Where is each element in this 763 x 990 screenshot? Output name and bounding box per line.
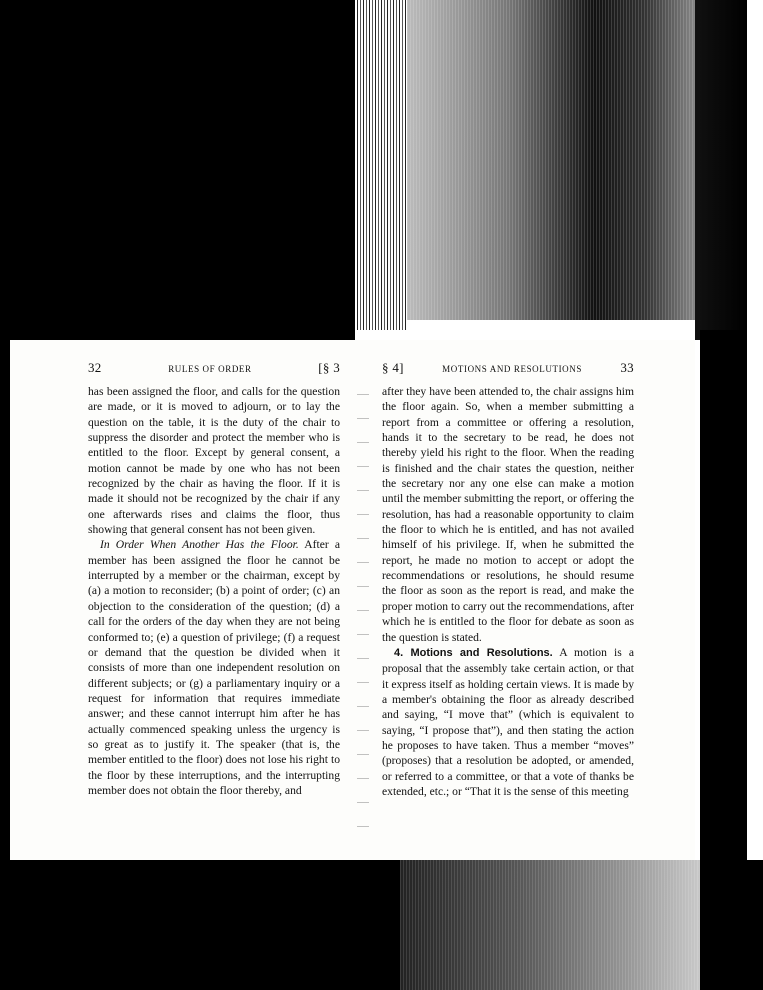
page-number: 33 — [620, 360, 634, 375]
paragraph — [88, 537, 340, 798]
paragraph-body: A motion is a proposal that the assembly take certain action, or that it express itself as holding certain views. It is made by a member's obtaining the floor as already described and saying, “I move that” (which is equivalent to saying, “I propose that”), and then stating the action he proposes to have taken. Thus a member “moves” (proposes) that a resolution be adopted, or amended, or referred to a committee, or that a vote of thanks be extended, etc.; or “That it is the sense of this meeting — [382, 645, 635, 798]
scan-shadow-bottom — [400, 860, 730, 990]
page-number: 32 — [88, 360, 102, 375]
running-title: RULES OF ORDER — [168, 364, 252, 374]
paragraph-heading: In Order When Another Has the Floor. — [100, 538, 299, 552]
paragraph — [382, 645, 634, 799]
running-head-right — [382, 360, 634, 382]
section-mark: [§ 3 — [318, 360, 340, 375]
body-text — [382, 384, 634, 799]
running-head-left — [88, 360, 340, 382]
section-mark: § 4] — [382, 360, 404, 375]
book-spread — [10, 340, 695, 860]
scan-edge-strip — [355, 0, 407, 330]
scan-edge-left — [0, 340, 10, 860]
left-page — [88, 360, 340, 798]
section-heading: 4. Motions and Resolutions. — [394, 646, 553, 659]
scan-background-right-lower — [700, 330, 747, 990]
right-page — [382, 360, 634, 799]
scan-background-left — [0, 0, 355, 340]
book-gutter — [357, 380, 369, 850]
paragraph-body: After a member has been assigned the floor he cannot be interrupted by a member or the chairman, except by (a) a motion to reconsider; (b) a point of order; (c) an objection to the consideration of the question; (d) a call for the orders of the day when they are not being conformed to; (e) a question of privilege; (f) a request or demand that the question be divided when it consists of more than one independent resolution on different subjects; or (g) a parliamentary inquiry or a request for information that requires immediate answer; and these cannot interrupt him after he has actually commenced speaking unless the urgency is so great as to justify it. The speaker (that is, the member entitled to the floor) does not lose his right to the floor by these interruptions, and the interrupting member does not obtain the floor thereby, and — [88, 538, 340, 797]
running-title: MOTIONS AND RESOLUTIONS — [442, 364, 582, 374]
body-text — [88, 384, 340, 798]
paragraph: has been assigned the floor, and calls for the question are made, or it is moved to adjourn, or to lay the question on the table, it is the duty of the chair to suppress the disorder and protect the member who is entitled to the floor. Except by general consent, a motion cannot be made by one who has not been recognized by the chair as having the floor. If it is made it should not be recognized by the chair if any one afterwards rises and claims the floor, thus showing that general consent has not been given. — [88, 385, 340, 537]
paragraph: after they have been attended to, the chair assigns him the floor again. So, when a member submitting a report from a committee or offering a resolution, hands it to the secretary to be read, he does not thereby yield his right to the floor. When the reading is finished and the chair states the question, neither the secretary nor any one else can make a motion until the member submitting the report, or offering the resolution, has had a reasonable opportunity to claim the floor to which he is entitled, and has not availed himself of his privilege. If, when he submitted the report, he made no motion to accept or adopt the recommendations or resolutions, he should resume the floor as soon as the report is read, and make the proper motion to carry out the recommendations, after which he is entitled to the floor for debate as soon as the question is stated. — [382, 385, 634, 644]
scan-margin-right — [747, 0, 763, 990]
scan-background-right — [695, 0, 747, 340]
